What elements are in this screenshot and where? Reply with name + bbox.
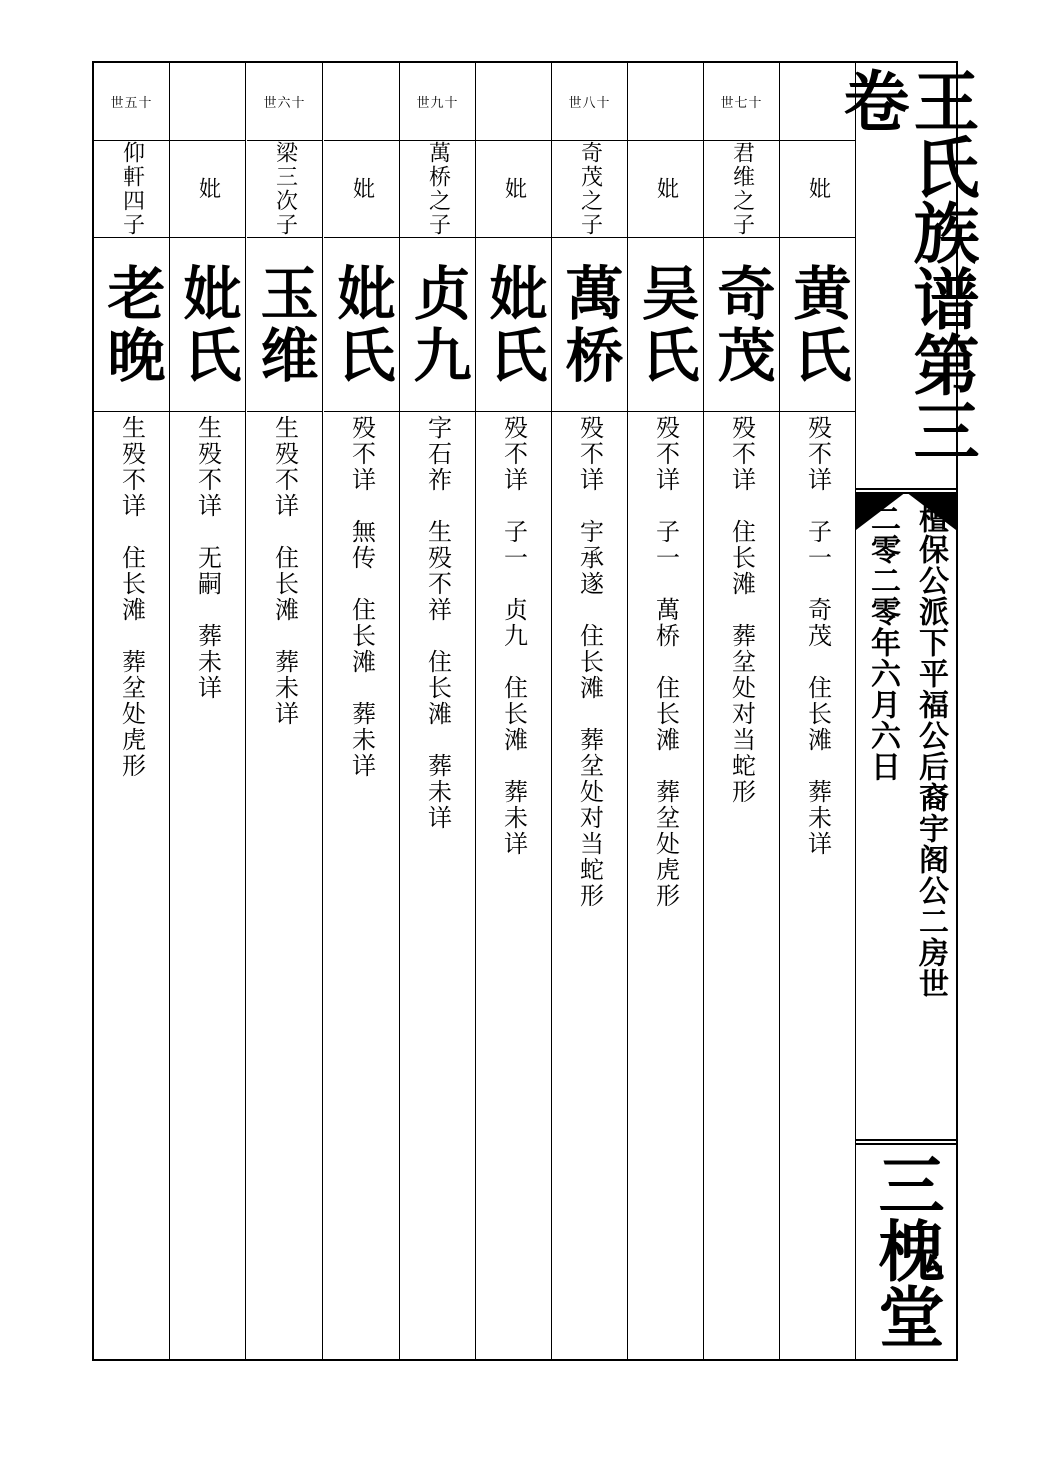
- person-details: 殁不详 子一 奇茂 住长滩 葬未详: [803, 415, 832, 857]
- relation-label: 萬桥之子: [425, 141, 451, 237]
- person-name: 妣氏: [173, 262, 242, 387]
- relation-label: 妣: [349, 177, 375, 201]
- generation-label: 世六十: [247, 63, 322, 141]
- generation-label: [170, 63, 245, 141]
- person-details: 生殁不详 住长滩 葬未详: [270, 415, 299, 727]
- relation-label: 妣: [653, 177, 679, 201]
- lineage-subtitle: 檀保公派下平福公后裔宇阁公二房世: [913, 503, 948, 999]
- person-name: 吴氏: [631, 262, 700, 387]
- compile-date: 二零二零年六月六日: [865, 503, 900, 782]
- relation-label: 妣: [195, 177, 221, 201]
- entry-column-4: [552, 63, 628, 1359]
- relation-label: 梁三次子: [272, 141, 298, 237]
- person-details: 殁不详 子一 萬桥 住长滩 葬坌处虎形: [651, 415, 680, 909]
- person-details: 殁不详 宇承遂 住长滩 葬坌处对当蛇形: [575, 415, 604, 909]
- entry-column-7: [324, 63, 400, 1359]
- entry-column-2: [704, 63, 780, 1359]
- person-name: 老晚: [97, 262, 166, 387]
- person-name: 奇茂: [707, 262, 776, 387]
- person-details: 殁不详 無传 住长滩 葬未详: [347, 415, 376, 779]
- person-details: 殁不详 住长滩 葬坌处对当蛇形: [727, 415, 756, 805]
- person-details: 生殁不详 住长滩 葬坌处虎形: [117, 415, 146, 779]
- relation-label: 妣: [501, 177, 527, 201]
- relation-label: 妣: [805, 177, 831, 201]
- entry-column-3: [628, 63, 704, 1359]
- generation-label: 世七十: [704, 63, 779, 141]
- generation-label: [628, 63, 703, 141]
- entry-column-5: [476, 63, 552, 1359]
- person-name: 妣氏: [327, 262, 396, 387]
- person-name: 玉维: [250, 262, 319, 387]
- generation-label: 世九十: [400, 63, 475, 141]
- relation-label: 奇茂之子: [577, 141, 603, 237]
- entry-column-9: [170, 63, 246, 1359]
- person-name: 萬桥: [555, 262, 624, 387]
- generation-label: 世八十: [552, 63, 627, 141]
- person-details: 殁不详 子一 贞九 住长滩 葬未详: [499, 415, 528, 857]
- entry-column-6: [400, 63, 476, 1359]
- relation-label: 仰軒四子: [119, 141, 145, 237]
- generation-label: 世五十: [94, 63, 169, 141]
- book-title: 王氏族谱第三卷: [832, 67, 980, 463]
- hall-divider: [856, 1139, 956, 1141]
- person-name: 妣氏: [479, 262, 548, 387]
- generation-label: [324, 63, 399, 141]
- relation-label: 君维之子: [729, 141, 755, 237]
- person-name: 黄氏: [783, 262, 852, 387]
- person-name: 贞九: [403, 262, 472, 387]
- title-block: [832, 63, 980, 1359]
- generation-label: [476, 63, 551, 141]
- hall-name: 三槐堂: [867, 1151, 945, 1349]
- person-details: 生殁不详 无嗣 葬未详: [193, 415, 222, 701]
- page-frame: [92, 61, 980, 1361]
- entry-column-8: [247, 63, 323, 1359]
- entry-column-10: [94, 63, 170, 1359]
- person-details: 字石祚 生殁不祥 住长滩 葬未详: [423, 415, 452, 831]
